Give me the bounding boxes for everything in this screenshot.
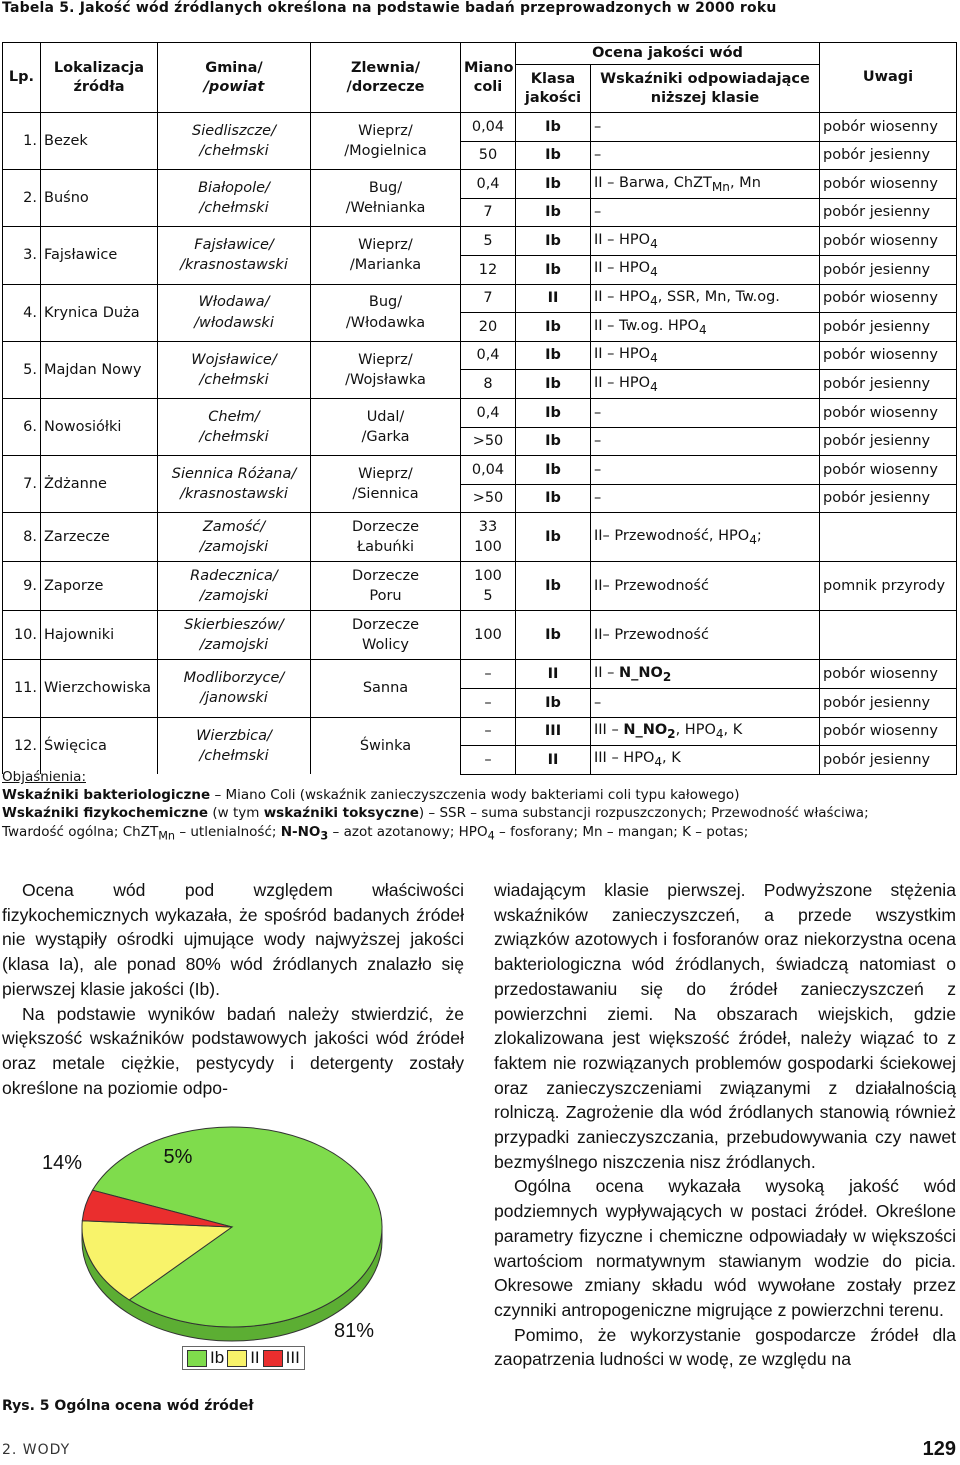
cell-wskazniki: II– Przewodność, $HPO_4$; (591, 513, 820, 562)
cell-gmina: Modliborzyce/ /janowski (158, 660, 311, 717)
cell-lp: 12. (3, 717, 41, 774)
cell-miano: 33 100 (461, 513, 516, 562)
cell-miano: 7 (461, 198, 516, 227)
cell-zlewnia: Wieprz/ /Wojsławka (311, 341, 461, 398)
table-row (3, 227, 957, 256)
cell-zlewnia: Bug/ /Wełnianka (311, 170, 461, 227)
explanation-line-1: Wskaźniki bakteriologiczne – Miano Coli (wskaźnik zanieczyszczenia wody bakteriami coli typu kałowego) (2, 787, 740, 804)
cell-wskazniki: – (591, 198, 820, 227)
header-wskazniki: Wskaźniki odpowiadające niższej klasie (591, 65, 820, 113)
cell-miano: 0,04 (461, 456, 516, 485)
cell-klasa: II (516, 284, 591, 313)
table-row (3, 717, 957, 746)
pie-chart (2, 1117, 455, 1382)
cell-wskazniki: II – $HPO_4$ (591, 370, 820, 399)
cell-wskazniki: II – $HPO_4$ (591, 227, 820, 256)
paragraph: Na podstawie wyników badań należy stwierdzić, że większość wskaźników podstawowych jakości wód źródeł oraz metale ciężkie, pestycydy i detergenty zostały określone na poziomie odpo- (2, 1003, 464, 1098)
cell-gmina: Białopole/ /chełmski (158, 170, 311, 227)
cell-uwagi: pobór jesienny (820, 255, 957, 284)
cell-klasa: Ib (516, 141, 591, 170)
cell-gmina: Włodawa/ /włodawski (158, 284, 311, 341)
cell-miano: 0,4 (461, 170, 516, 199)
header-location: Lokalizacja źródła (41, 43, 158, 113)
slice-label: 14% (41, 1152, 83, 1174)
cell-uwagi: pobór jesienny (820, 484, 957, 513)
cell-wskazniki: II – Tw.og. $HPO_4$ (591, 313, 820, 342)
cell-lp: 4. (3, 284, 41, 341)
cell-klasa: Ib (516, 313, 591, 342)
cell-miano: – (461, 660, 516, 689)
table-row (3, 660, 957, 689)
header-ocena: Ocena jakości wód (516, 43, 820, 65)
cell-lp: 7. (3, 456, 41, 513)
cell-gmina: Siennica Różana/ /krasnostawski (158, 456, 311, 513)
table-title: Tabela 5. Jakość wód źródlanych określona na podstawie badań przeprowadzonych w 2000 roku (2, 0, 777, 16)
cell-zlewnia: Wieprz/ /Siennica (311, 456, 461, 513)
cell-wskazniki: – (591, 398, 820, 427)
cell-klasa: III (516, 717, 591, 746)
cell-location: Nowosiółki (41, 398, 158, 455)
cell-lp: 9. (3, 562, 41, 611)
header-klasa: Klasa jakości (516, 65, 591, 113)
cell-uwagi: pobór jesienny (820, 370, 957, 399)
paragraph: Ogólna ocena wykazała wysoką jakość wód podziemnych wypływających w postaci źródeł. Określone parametry fizyczne i chemiczne odpowiadały w większości wartościom normatywnym stawianym wodzie do picia. Okresowe zmiany składu wód wywołane zostały przez czynniki antropogeniczne migrujące z powierzchni terenu. (494, 1176, 956, 1320)
explanations-heading: Objaśnienia: (2, 769, 86, 785)
cell-gmina: Wojsławice/ /chełmski (158, 341, 311, 398)
cell-wskazniki: III – $N\_NO_2$, $HPO_4$, K (591, 717, 820, 746)
cell-uwagi: pomnik przyrody (820, 562, 957, 611)
cell-miano: – (461, 746, 516, 775)
cell-lp: 2. (3, 170, 41, 227)
cell-zlewnia: Dorzecze Łabuńki (311, 513, 461, 562)
section-footer: 2. WODY (2, 1442, 71, 1458)
cell-zlewnia: Wieprz/ /Mogielnica (311, 113, 461, 170)
cell-uwagi: pobór jesienny (820, 141, 957, 170)
cell-location: Zaporze (41, 562, 158, 611)
cell-wskazniki: III – $HPO_4$, K (591, 746, 820, 775)
cell-wskazniki: II – Barwa, ChZT$_{Mn}$, Mn (591, 170, 820, 199)
cell-uwagi: pobór jesienny (820, 198, 957, 227)
cell-miano: 8 (461, 370, 516, 399)
cell-location: Żdżanne (41, 456, 158, 513)
figure-caption: Rys. 5 Ogólna ocena wód źródeł (2, 1398, 254, 1414)
cell-miano: 50 (461, 141, 516, 170)
cell-gmina: Siedliszcze/ /chełmski (158, 113, 311, 170)
header-gmina: Gmina/ /powiat (158, 43, 311, 113)
cell-wskazniki: – (591, 688, 820, 717)
cell-wskazniki: – (591, 141, 820, 170)
cell-miano: 0,4 (461, 398, 516, 427)
header-zlewnia: Zlewnia/ /dorzecze (311, 43, 461, 113)
cell-miano: 5 (461, 227, 516, 256)
cell-uwagi: pobór jesienny (820, 427, 957, 456)
cell-klasa: Ib (516, 398, 591, 427)
cell-miano: 7 (461, 284, 516, 313)
cell-klasa: Ib (516, 170, 591, 199)
cell-location: Krynica Duża (41, 284, 158, 341)
cell-uwagi: pobór jesienny (820, 746, 957, 775)
cell-gmina: Radecznica/ /zamojski (158, 562, 311, 611)
cell-miano: – (461, 717, 516, 746)
table-row (3, 341, 957, 370)
cell-uwagi: pobór jesienny (820, 688, 957, 717)
cell-location: Zarzecze (41, 513, 158, 562)
cell-uwagi: pobór wiosenny (820, 227, 957, 256)
header-miano: Miano coli (461, 43, 516, 113)
cell-klasa: Ib (516, 562, 591, 611)
cell-uwagi: pobór jesienny (820, 313, 957, 342)
cell-klasa: Ib (516, 227, 591, 256)
paragraph: wiadającym klasie pierwszej. Podwyższone stężenia wskaźników zanieczyszczeń, a przede wszystkim związków azotowych i fosforanów oraz niekorzystna ocena bakteriologiczna wód źródlanych, świadczą natomiast o przedostawaniu się do źródeł zanieczyszczeń z powierzchni ziemi. Na obszarach wiejskich, gdzie zlokalizowana jest większość źródeł, należy wiązać to z faktem nie rozwiązanych problemów gospodarki ściekowej oraz zanieczyszczeniami związanymi z działalnością rolniczą. Zagrożenie dla wód źródlanych stanowią również przypadki zanieczyszczania, przebudowywania czy nawet bezmyślnego niszczenia nisz źródlanych. (494, 880, 956, 1172)
legend-label: II (250, 1348, 260, 1367)
cell-gmina: Chełm/ /chełmski (158, 398, 311, 455)
table-row (3, 113, 957, 142)
cell-klasa: Ib (516, 688, 591, 717)
paragraph: Pomimo, że wykorzystanie gospodarcze źródeł dla zaopatrzenia ludności w wodę, ze względu na (494, 1324, 956, 1370)
cell-lp: 10. (3, 611, 41, 660)
cell-wskazniki: – (591, 484, 820, 513)
text-column-right (494, 878, 956, 1372)
cell-lp: 8. (3, 513, 41, 562)
cell-miano: >50 (461, 427, 516, 456)
cell-klasa: Ib (516, 255, 591, 284)
explanation-line-2: Wskaźniki fizykochemiczne (w tym wskaźniki toksyczne) – SSR – suma substancji rozpuszczonych; Przewodność właściwa; (2, 805, 869, 822)
cell-zlewnia: Świnka (311, 717, 461, 774)
header-lp: Lp. (3, 43, 41, 113)
slice-label: 81% (333, 1320, 375, 1342)
table-row (3, 513, 957, 562)
cell-zlewnia: Wieprz/ /Marianka (311, 227, 461, 284)
cell-lp: 3. (3, 227, 41, 284)
cell-klasa: II (516, 746, 591, 775)
table-row (3, 398, 957, 427)
cell-wskazniki: – (591, 113, 820, 142)
cell-uwagi: pobór wiosenny (820, 717, 957, 746)
cell-wskazniki: – (591, 427, 820, 456)
cell-wskazniki: II – $HPO_4$ (591, 341, 820, 370)
table-row (3, 456, 957, 485)
paragraph: Ocena wód pod względem właściwości fizykochemicznych wykazała, że spośród badanych źródeł nie wystąpiły ośrodki ujmujące wody najwyższej jakości (klasa Ia), ale ponad 80% wód źródlanych znalazło się pierwszej klasie jakości (Ib). (2, 880, 464, 999)
cell-miano: 0,4 (461, 341, 516, 370)
cell-zlewnia: Dorzecze Wolicy (311, 611, 461, 660)
cell-uwagi: pobór wiosenny (820, 456, 957, 485)
explanations (2, 768, 958, 844)
cell-klasa: Ib (516, 456, 591, 485)
cell-lp: 11. (3, 660, 41, 717)
slice-label: 5% (163, 1146, 193, 1168)
cell-location: Fajsławice (41, 227, 158, 284)
cell-miano: 0,04 (461, 113, 516, 142)
cell-miano: 20 (461, 313, 516, 342)
cell-miano: 100 (461, 611, 516, 660)
cell-miano: 12 (461, 255, 516, 284)
cell-location: Wierzchowiska (41, 660, 158, 717)
cell-location: Buśno (41, 170, 158, 227)
cell-klasa: Ib (516, 113, 591, 142)
cell-klasa: Ib (516, 370, 591, 399)
cell-zlewnia: Dorzecze Poru (311, 562, 461, 611)
cell-wskazniki: II– Przewodność (591, 611, 820, 660)
cell-gmina: Wierzbica/ /chełmski (158, 717, 311, 774)
cell-location: Święcica (41, 717, 158, 774)
text-column-left (2, 878, 464, 1100)
cell-wskazniki: II – $HPO_4$ (591, 255, 820, 284)
legend-swatch-ib (187, 1350, 207, 1367)
cell-klasa: Ib (516, 341, 591, 370)
cell-uwagi: pobór wiosenny (820, 170, 957, 199)
legend-swatch-ii (227, 1350, 247, 1367)
legend-label: III (285, 1348, 300, 1367)
explanation-line-3: Twardość ogólna; ChZT$_{Mn}$ – utlenialność; $N-NO_3$ – azot azotanowy; $HPO_4$ – fosforany; Mn – mangan; K – potas; (2, 823, 749, 843)
cell-klasa: Ib (516, 611, 591, 660)
cell-uwagi: pobór wiosenny (820, 341, 957, 370)
legend-label: Ib (210, 1348, 225, 1367)
cell-wskazniki: II – $N\_NO_2$ (591, 660, 820, 689)
cell-klasa: Ib (516, 484, 591, 513)
page-number: 129 (922, 1438, 956, 1460)
cell-klasa: II (516, 660, 591, 689)
cell-zlewnia: Sanna (311, 660, 461, 717)
cell-zlewnia: Bug/ /Włodawka (311, 284, 461, 341)
cell-uwagi: pobór wiosenny (820, 284, 957, 313)
cell-gmina: Skierbieszów/ /zamojski (158, 611, 311, 660)
cell-klasa: Ib (516, 427, 591, 456)
table-row (3, 611, 957, 660)
pie-chart-figure (2, 1117, 455, 1382)
cell-wskazniki: II– Przewodność (591, 562, 820, 611)
cell-lp: 1. (3, 113, 41, 170)
cell-miano: >50 (461, 484, 516, 513)
cell-location: Hajowniki (41, 611, 158, 660)
table-row (3, 170, 957, 199)
cell-location: Bezek (41, 113, 158, 170)
cell-lp: 5. (3, 341, 41, 398)
chart-legend (182, 1346, 305, 1370)
cell-uwagi: pobór wiosenny (820, 398, 957, 427)
cell-location: Majdan Nowy (41, 341, 158, 398)
cell-uwagi: pobór wiosenny (820, 113, 957, 142)
water-quality-table (2, 42, 957, 775)
header-uwagi: Uwagi (820, 43, 957, 113)
cell-gmina: Zamość/ /zamojski (158, 513, 311, 562)
cell-zlewnia: Udal/ /Garka (311, 398, 461, 455)
cell-uwagi (820, 611, 957, 660)
cell-klasa: Ib (516, 198, 591, 227)
cell-miano: 100 5 (461, 562, 516, 611)
cell-gmina: Fajsławice/ /krasnostawski (158, 227, 311, 284)
cell-uwagi: pobór wiosenny (820, 660, 957, 689)
cell-klasa: Ib (516, 513, 591, 562)
table-row (3, 284, 957, 313)
cell-wskazniki: II – $HPO_4$, SSR, Mn, Tw.og. (591, 284, 820, 313)
legend-swatch-iii (263, 1350, 283, 1367)
cell-uwagi (820, 513, 957, 562)
table-row (3, 562, 957, 611)
cell-wskazniki: – (591, 456, 820, 485)
cell-lp: 6. (3, 398, 41, 455)
cell-miano: – (461, 688, 516, 717)
